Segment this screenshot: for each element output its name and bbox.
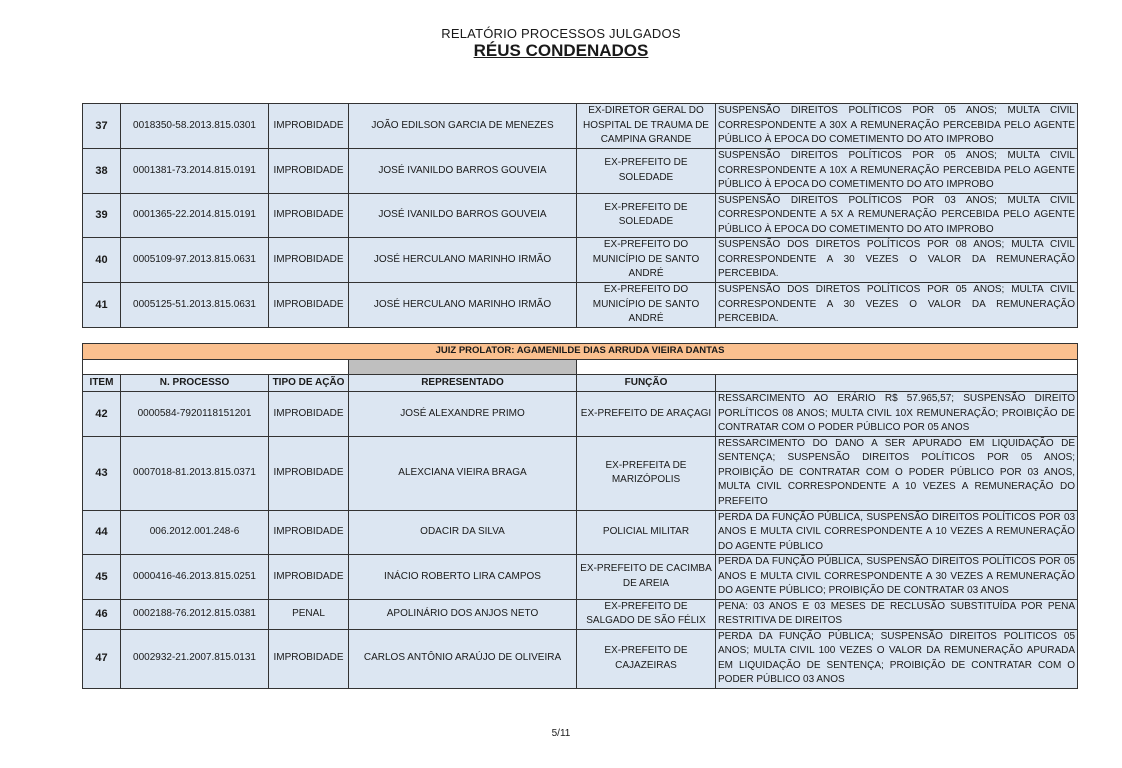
report-title: RELATÓRIO PROCESSOS JULGADOS	[441, 26, 681, 41]
defendant-name: ODACIR DA SILVA	[349, 510, 577, 555]
penalty-text: SUSPENSÃO DIREITOS POLÍTICOS POR 05 ANOS; MULTA CIVIL CORRESPONDENTE A 10X A REMUNERAÇÃO PERCEBIDA PELO AGENTE PÚBLICO À EPOCA DO COMETIMENTO DO ATO IMPROBO	[716, 149, 1078, 194]
defendant-name: JOÃO EDILSON GARCIA DE MENEZES	[349, 104, 577, 149]
action-type: IMPROBIDADE	[269, 149, 349, 194]
defendant-name: JOSÉ ALEXANDRE PRIMO	[349, 392, 577, 437]
process-number: 0005125-51.2013.815.0631	[121, 283, 269, 328]
function-role: EX-PREFEITO DE SALGADO DE SÃO FÉLIX	[577, 599, 716, 629]
action-type: IMPROBIDADE	[269, 104, 349, 149]
item-number: 44	[83, 510, 121, 555]
action-type: IMPROBIDADE	[269, 436, 349, 510]
penalty-text: SUSPENSÃO DIREITOS POLÍTICOS POR 03 ANOS; MULTA CIVIL CORRESPONDENTE A 5X A REMUNERAÇÃO PERCEBIDA PELO AGENTE PÚBLICO À EPOCA DO COMETIMENTO DO ATO IMPROBO	[716, 193, 1078, 238]
defendant-name: CARLOS ANTÔNIO ARAÚJO DE OLIVEIRA	[349, 629, 577, 688]
spacer-row	[83, 360, 1078, 375]
defendant-name: JOSÉ IVANILDO BARROS GOUVEIA	[349, 193, 577, 238]
header-representado: REPRESENTADO	[349, 375, 577, 392]
process-number: 0000584-7920118151201	[121, 392, 269, 437]
defendant-name: JOSÉ HERCULANO MARINHO IRMÃO	[349, 283, 577, 328]
process-number: 006.2012.001.248-6	[121, 510, 269, 555]
penalty-text: PENA: 03 ANOS E 03 MESES DE RECLUSÃO SUBSTITUÍDA POR PENA RESTRITIVA DE DIREITOS	[716, 599, 1078, 629]
table-row	[83, 510, 1078, 555]
table-row	[83, 149, 1078, 194]
table-row	[83, 629, 1078, 688]
defendant-name: APOLINÁRIO DOS ANJOS NETO	[349, 599, 577, 629]
cases-table-1	[82, 103, 1078, 328]
item-number: 41	[83, 283, 121, 328]
process-number: 0002188-76.2012.815.0381	[121, 599, 269, 629]
header-penalidade	[716, 375, 1078, 392]
process-number: 0001381-73.2014.815.0191	[121, 149, 269, 194]
process-number: 0007018-81.2013.815.0371	[121, 436, 269, 510]
action-type: PENAL	[269, 599, 349, 629]
function-role: POLICIAL MILITAR	[577, 510, 716, 555]
function-role: EX-PREFEITO DE CAJAZEIRAS	[577, 629, 716, 688]
process-number: 0001365-22.2014.815.0191	[121, 193, 269, 238]
action-type: IMPROBIDADE	[269, 392, 349, 437]
penalty-text: PERDA DA FUNÇÃO PÚBLICA, SUSPENSÃO DIREITOS POLÍTICOS POR 03 ANOS E MULTA CIVIL CORRESPONDENTE A 10 VEZES A REMUNERAÇÃO DO AGENTE PÚBLICO	[716, 510, 1078, 555]
header-tipo: TIPO DE AÇÃO	[269, 375, 349, 392]
table-row	[83, 392, 1078, 437]
action-type: IMPROBIDADE	[269, 555, 349, 600]
penalty-text: SUSPENSÃO DIREITOS POLÍTICOS POR 05 ANOS; MULTA CIVIL CORRESPONDENTE A 30X A REMUNERAÇÃO PERCEBIDA PELO AGENTE PÚBLICO À EPOCA DO COMETIMENTO DO ATO IMPROBO	[716, 104, 1078, 149]
function-role: EX-PREFEITO DE CACIMBA DE AREIA	[577, 555, 716, 600]
item-number: 39	[83, 193, 121, 238]
table-row	[83, 104, 1078, 149]
item-number: 45	[83, 555, 121, 600]
item-number: 47	[83, 629, 121, 688]
process-number: 0005109-97.2013.815.0631	[121, 238, 269, 283]
penalty-text: PERDA DA FUNÇÃO PÚBLICA; SUSPENSÃO DIREITOS POLITICOS 05 ANOS; MULTA CIVIL 100 VEZES O VALOR DA REMUNERAÇÃO APURADA EM LIQUIDAÇÃO DE SENTENÇA; PROIBIÇÃO DE CONTRATAR COM O PODER PÚBLICO 03 ANOS	[716, 629, 1078, 688]
item-number: 38	[83, 149, 121, 194]
gray-cell	[349, 360, 577, 375]
header-item: ITEM	[83, 375, 121, 392]
action-type: IMPROBIDADE	[269, 283, 349, 328]
process-number: 0000416-46.2013.815.0251	[121, 555, 269, 600]
penalty-text: PERDA DA FUNÇÃO PÚBLICA, SUSPENSÃO DIREITOS POLÍTICOS POR 05 ANOS E MULTA CIVIL CORRESPONDENTE A 30 VEZES A REMUNERAÇÃO DO AGENTE PÚBLICO; PROIBIÇÃO DE CONTRATAR 03 ANOS	[716, 555, 1078, 600]
table-row	[83, 283, 1078, 328]
report-subtitle: RÉUS CONDENADOS	[473, 41, 649, 60]
table-row	[83, 436, 1078, 510]
process-number: 0018350-58.2013.815.0301	[121, 104, 269, 149]
judge-row	[83, 344, 1078, 360]
defendant-name: JOSÉ HERCULANO MARINHO IRMÃO	[349, 238, 577, 283]
item-number: 43	[83, 436, 121, 510]
function-role: EX-DIRETOR GERAL DO HOSPITAL DE TRAUMA DE CAMPINA GRANDE	[577, 104, 716, 149]
defendant-name: ALEXCIANA VIEIRA BRAGA	[349, 436, 577, 510]
penalty-text: RESSARCIMENTO DO DANO A SER APURADO EM LIQUIDAÇÃO DE SENTENÇA; SUSPENSÃO DIREITOS POLÍTICOS POR 05 ANOS; PROIBIÇÃO DE CONTRATAR COM O PODER PÚBLICO POR 03 ANOS, MULTA CIVIL CORRESPONDENTE A 10 VEZES A REMUNERAÇÃO DO PREFEITO	[716, 436, 1078, 510]
function-role: EX-PREFEITA DE MARIZÓPOLIS	[577, 436, 716, 510]
header-processo: N. PROCESSO	[121, 375, 269, 392]
function-role: EX-PREFEITO DE SOLEDADE	[577, 149, 716, 194]
item-number: 46	[83, 599, 121, 629]
action-type: IMPROBIDADE	[269, 193, 349, 238]
process-number: 0002932-21.2007.815.0131	[121, 629, 269, 688]
action-type: IMPROBIDADE	[269, 238, 349, 283]
header-funcao: FUNÇÃO	[577, 375, 716, 392]
action-type: IMPROBIDADE	[269, 629, 349, 688]
function-role: EX-PREFEITO DO MUNICÍPIO DE SANTO ANDRÉ	[577, 283, 716, 328]
defendant-name: JOSÉ IVANILDO BARROS GOUVEIA	[349, 149, 577, 194]
table-row	[83, 193, 1078, 238]
function-role: EX-PREFEITO DO MUNICÍPIO DE SANTO ANDRÉ	[577, 238, 716, 283]
table-row	[83, 555, 1078, 600]
cases-table-2	[82, 343, 1078, 689]
function-role: EX-PREFEITO DE ARAÇAGI	[577, 392, 716, 437]
action-type: IMPROBIDADE	[269, 510, 349, 555]
penalty-text: SUSPENSÃO DOS DIRETOS POLÍTICOS POR 08 ANOS; MULTA CIVIL CORRESPONDENTE A 30 VEZES O VALOR DA REMUNERAÇÃO PERCEBIDA.	[716, 238, 1078, 283]
defendant-name: INÁCIO ROBERTO LIRA CAMPOS	[349, 555, 577, 600]
judge-name: JUIZ PROLATOR: AGAMENILDE DIAS ARRUDA VIEIRA DANTAS	[83, 344, 1078, 360]
item-number: 37	[83, 104, 121, 149]
table-row	[83, 599, 1078, 629]
item-number: 42	[83, 392, 121, 437]
penalty-text: SUSPENSÃO DOS DIRETOS POLÍTICOS POR 05 ANOS; MULTA CIVIL CORRESPONDENTE A 30 VEZES O VALOR DA REMUNERAÇÃO PERCEBIDA.	[716, 283, 1078, 328]
header-row	[83, 375, 1078, 392]
penalty-text: RESSARCIMENTO AO ERÁRIO R$ 57.965,57; SUSPENSÃO DIREITO PORLÍTICOS 08 ANOS; MULTA CIVIL 10X REMUNERAÇÃO; PROIBIÇÃO DE CONTRATAR COM O PODER PÚBLICO POR 05 ANOS	[716, 392, 1078, 437]
function-role: EX-PREFEITO DE SOLEDADE	[577, 193, 716, 238]
table-row	[83, 238, 1078, 283]
item-number: 40	[83, 238, 121, 283]
page-number: 5/11	[551, 728, 571, 739]
